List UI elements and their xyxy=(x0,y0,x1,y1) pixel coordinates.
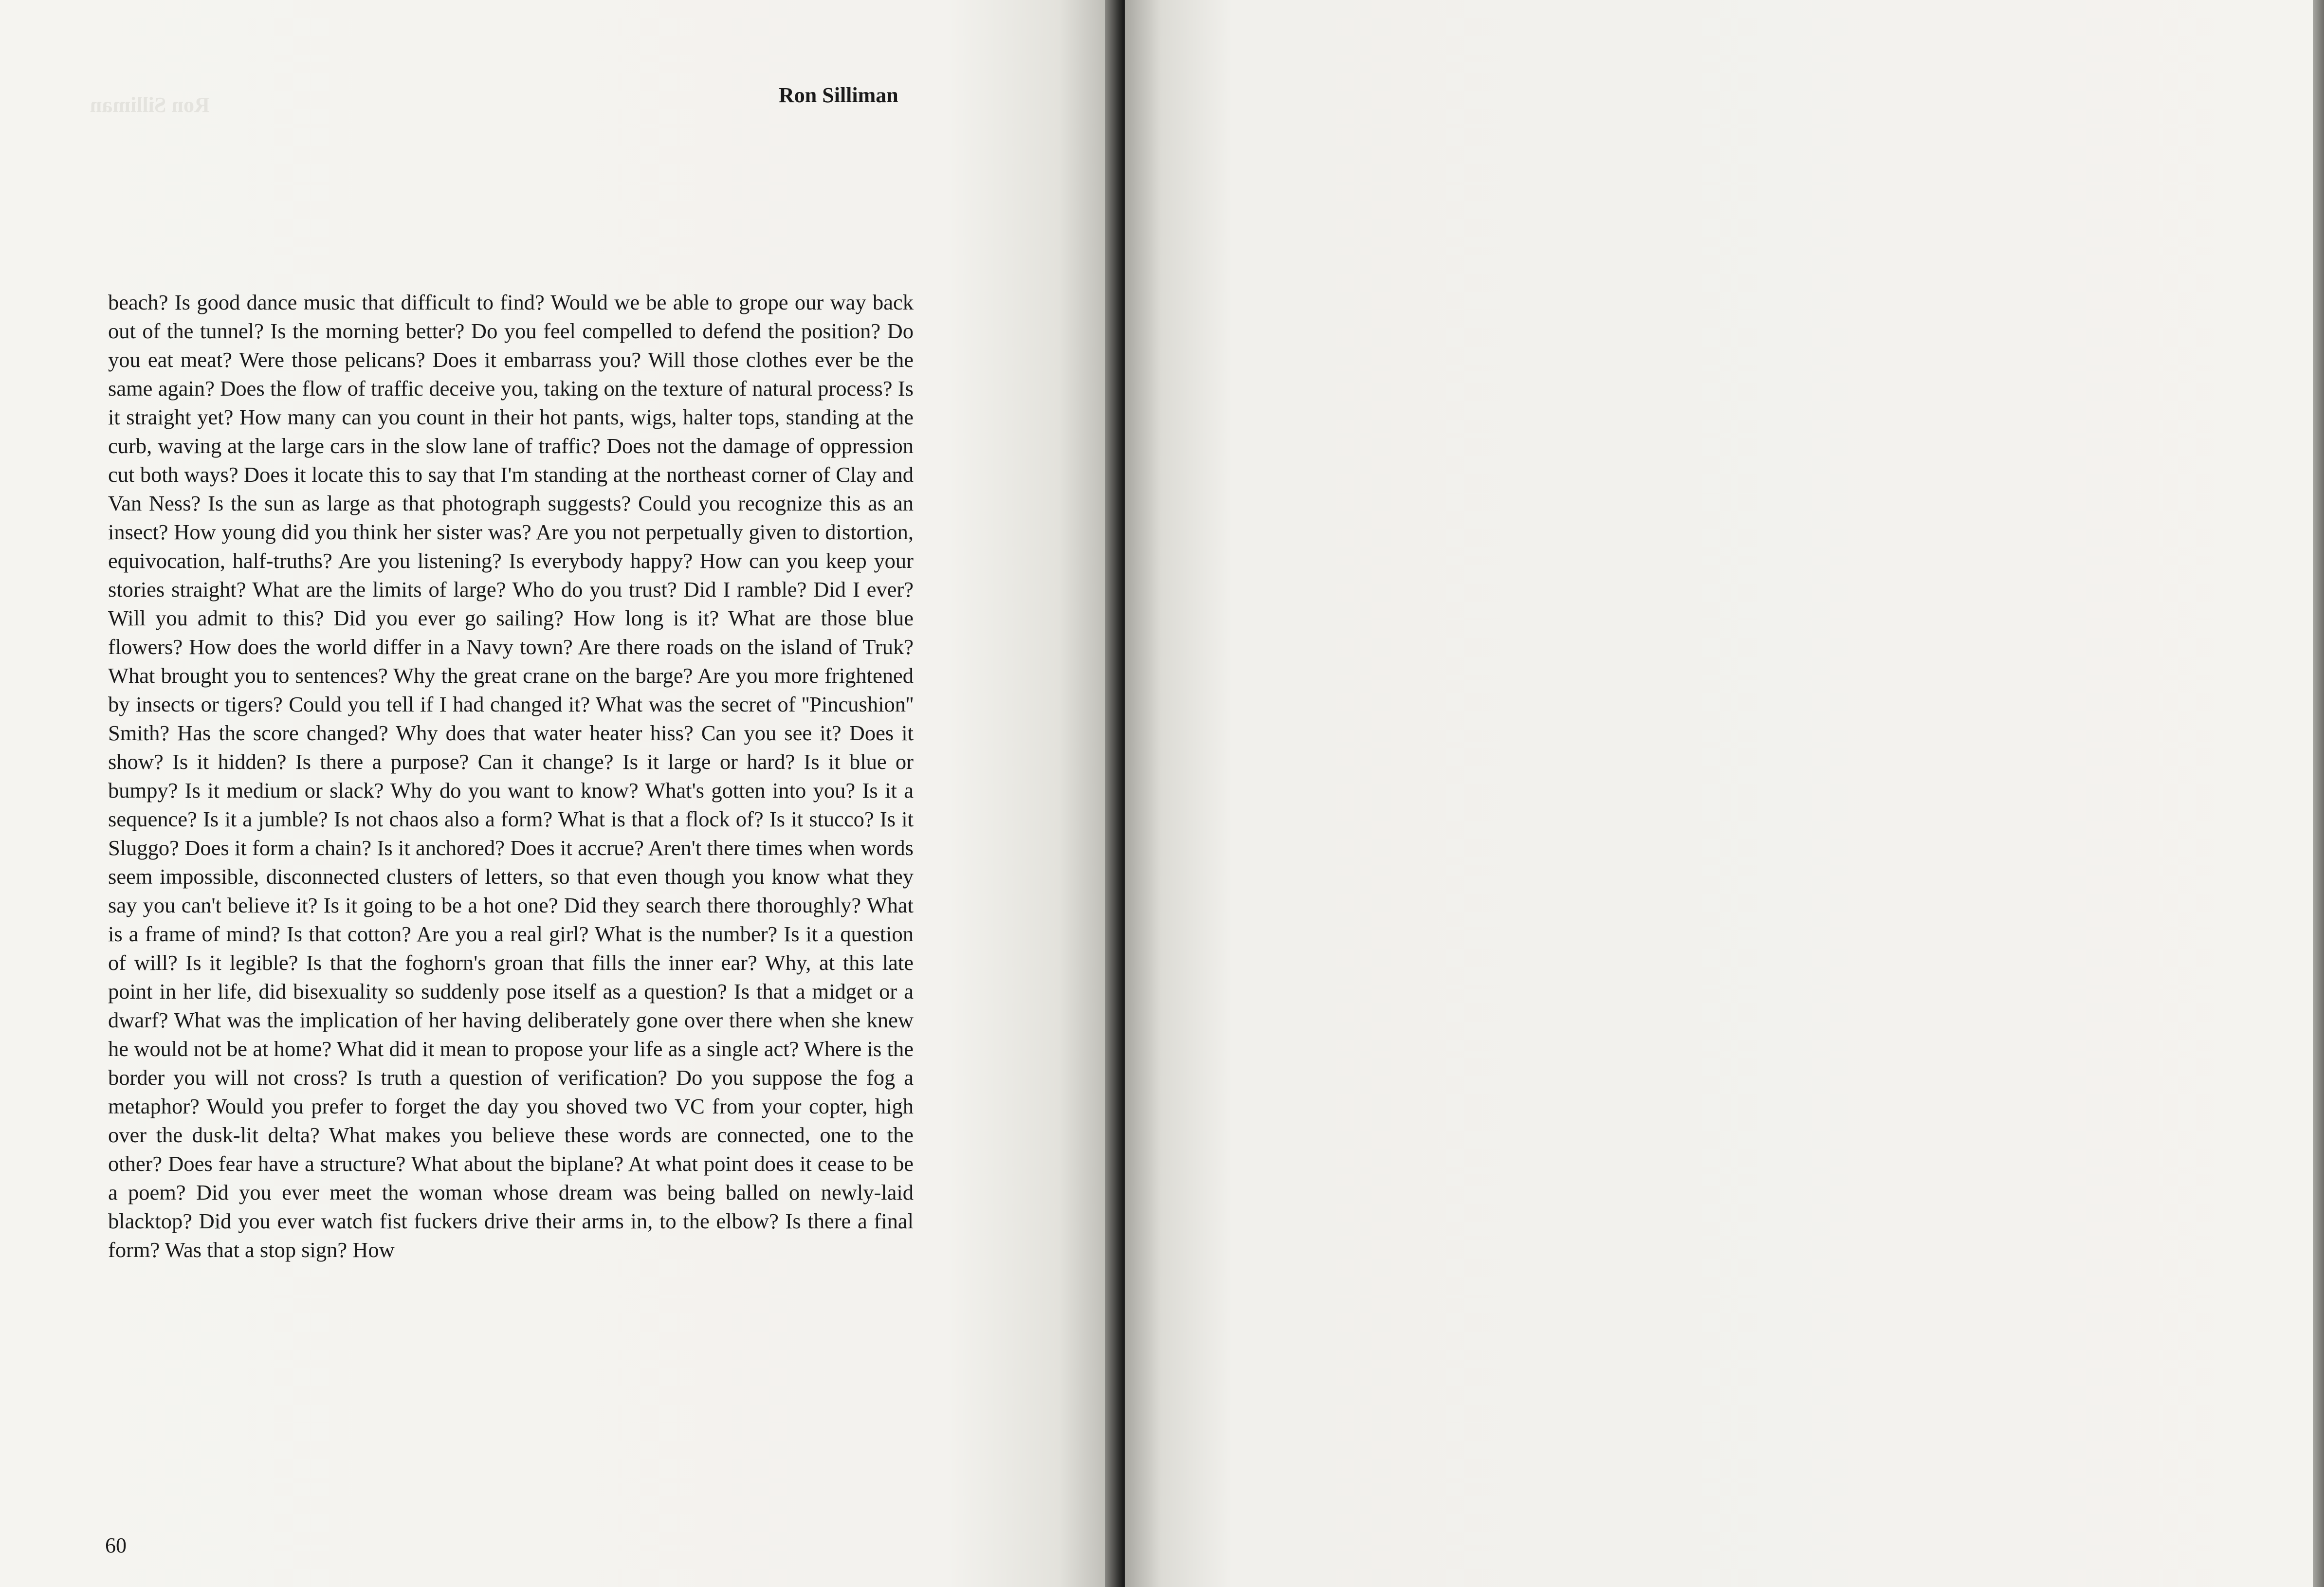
running-head: Ron Silliman xyxy=(779,83,898,107)
left-page xyxy=(0,0,1115,1587)
body-text: beach? Is good dance music that difficult to find? Would we be able to grope our way back out of the tunnel? Is the morning better? Do you feel compelled to defend the position? Do you eat meat? Were those pelicans? Does it embarrass you? Will those clothes ever be the same again? Does the flow of traffic deceive you, taking on the texture of natural process? Is it straight yet? How many can you count in their hot pants, wigs, halter tops, standing at the curb, waving at the large cars in the slow lane of traffic? Does not the damage of oppression cut both ways? Does it locate this to say that I'm standing at the northeast corner of Clay and Van Ness? Is the sun as large as that photograph suggests? Could you recognize this as an insect? How young did you think her sister was? Are you not perpetually given to distortion, equivocation, half-truths? Are you listening? Is everybody happy? How can you keep your stories straight? What are the limits of large? Who do you trust? Did I ramble? Did I ever? Will you admit to this? Did you ever go sailing? How long is it? What are those blue flowers? How does the world differ in a Navy town? Are there roads on the island of Truk? What brought you to sentences? Why the great crane on the barge? Are you more frightened by insects or tigers? Could you tell if I had changed it? What was the secret of ''Pincushion'' Smith? Has the score changed? Why does that water heater hiss? Can you see it? Does it show? Is it hidden? Is there a purpose? Can it change? Is it large or hard? Is it blue or bumpy? Is it medium or slack? Why do you want to know? What's gotten into you? Is it a sequence? Is it a jumble? Is not chaos also a form? What is that a flock of? Is it stucco? Is it Sluggo? Does it form a chain? Is it anchored? Does it accrue? Aren't there times when words seem impossible, disconnected clusters of letters, so that even though you know what they say you can't believe it? Is it going to be a hot one? Did they search there thoroughly? What is a frame of mind? Is that cotton? Are you a real girl? What is the number? Is it a question of will? Is it legible? Is that the foghorn's groan that fills the inner ear? Why, at this late point in her life, did bisexuality so suddenly pose itself as a question? Is that a midget or a dwarf? What was the implication of her having deliberately gone over there when she knew he would not be at home? What did it mean to propose your life as a single act? Where is the border you will not cross? Is truth a question of verification? Do you suppose the fog a metaphor? Would you prefer to forget the day you shoved two VC from your copter, high over the dusk-lit delta? What makes you believe these words are connected, one to the other? Does fear have a structure? What about the biplane? At what point does it cease to be a poem? Did you ever meet the woman whose dream was being balled on newly-laid blacktop? Did you ever watch fist fuckers drive their arms in, to the elbow? Is there a final form? Was that a stop sign? How xyxy=(108,290,914,1262)
page-number: 60 xyxy=(105,1533,127,1557)
right-page xyxy=(1125,0,2313,1587)
show-through-running-head: Ron Silliman xyxy=(90,93,210,117)
page-edge xyxy=(2313,0,2324,1587)
